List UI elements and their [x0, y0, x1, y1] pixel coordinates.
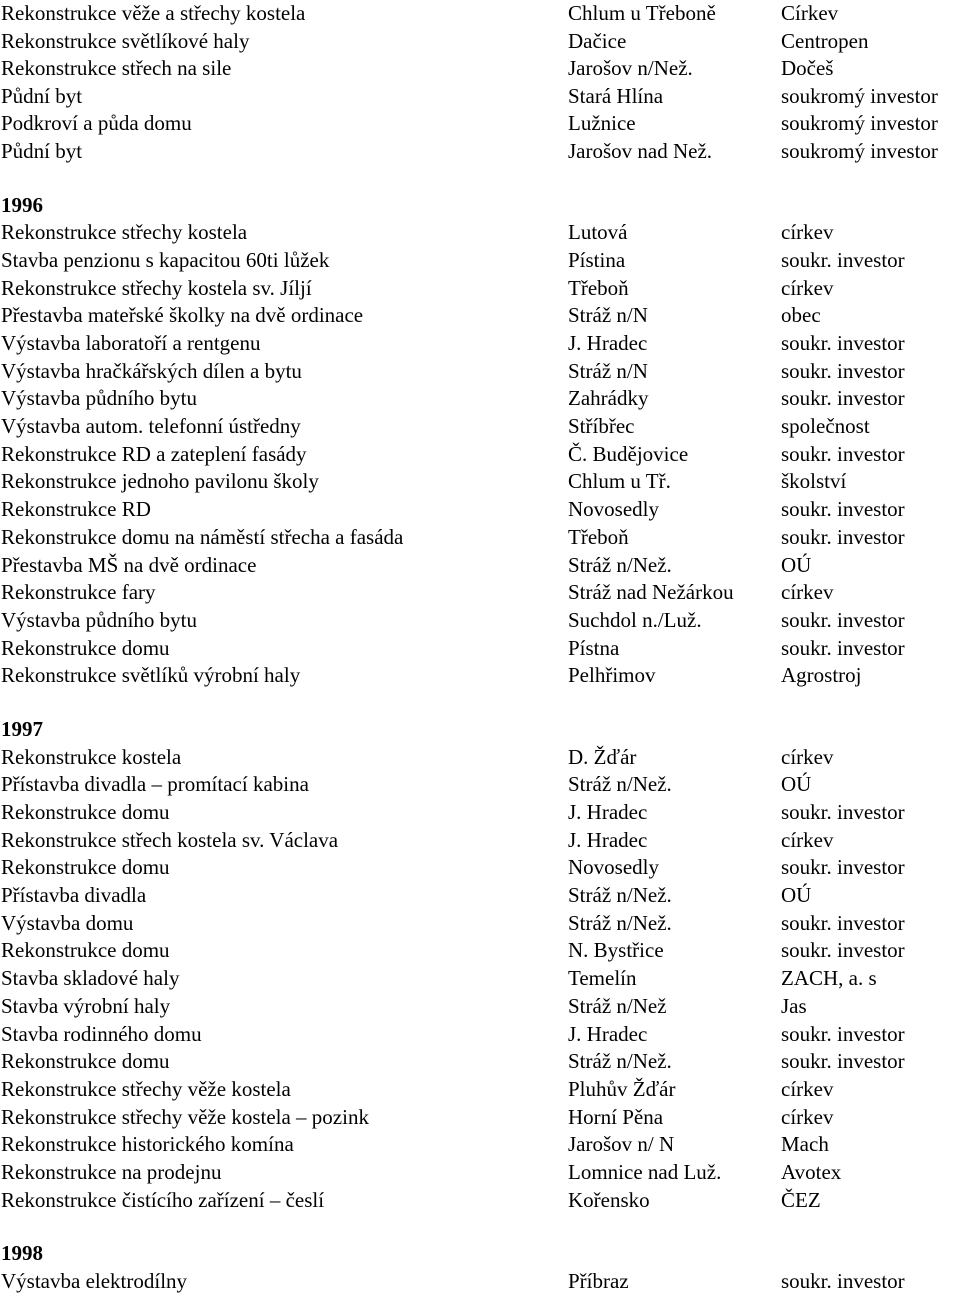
intro-section: [0, 0, 960, 166]
investor-cell: soukr. investor: [781, 441, 905, 466]
project-name-cell: Výstavba elektrodílny: [1, 1269, 188, 1293]
project-name-cell: Rekonstrukce čistícího zařízení – česlí: [1, 1187, 325, 1212]
project-name-cell: Výstavba domu: [1, 910, 134, 935]
investor-cell: soukromý investor: [781, 138, 938, 163]
investor-cell: školství: [781, 469, 847, 494]
location-cell: Stráž n/Než.: [568, 772, 672, 797]
table-row: [0, 1076, 960, 1104]
table-row: [0, 219, 960, 247]
location-cell: Stráž n/Než: [568, 993, 667, 1018]
investor-cell: soukr. investor: [781, 331, 905, 355]
location-cell: Jarošov n/ N: [568, 1132, 675, 1157]
location-cell: Suchdol n./Luž.: [568, 607, 702, 632]
location-cell: N. Bystřice: [568, 938, 664, 963]
investor-cell: společnost: [781, 414, 870, 439]
table-row: [0, 854, 960, 882]
location-cell: Č. Budějovice: [568, 441, 689, 466]
location-cell: Pístna: [568, 635, 620, 660]
location-cell: Novosedly: [568, 497, 659, 522]
project-name-cell: Stavba výrobní haly: [1, 993, 171, 1018]
investor-cell: soukr. investor: [781, 635, 905, 660]
investor-cell: ČEZ: [781, 1187, 821, 1212]
location-cell: J. Hradec: [568, 800, 648, 824]
section-spacer: [0, 690, 960, 716]
project-name-cell: Rekonstrukce střechy kostela sv. Jíljí: [1, 275, 312, 300]
table-row: [0, 771, 960, 799]
investor-cell: Dočeš: [781, 56, 834, 81]
table-row: [0, 275, 960, 303]
investor-cell: Centropen: [781, 28, 869, 53]
table-row: [0, 1159, 960, 1187]
table-row: [0, 496, 960, 524]
project-name-cell: Rekonstrukce střechy věže kostela: [1, 1076, 291, 1101]
investor-cell: soukromý investor: [781, 83, 938, 108]
table-row: [0, 552, 960, 580]
project-name-cell: Rekonstrukce RD: [1, 497, 151, 522]
location-cell: Temelín: [568, 966, 637, 991]
table-row: [0, 1048, 960, 1076]
location-cell: Stráž n/Než.: [568, 552, 672, 577]
table-row: [0, 1131, 960, 1159]
investor-cell: církev: [781, 275, 834, 300]
table-row: [0, 413, 960, 441]
project-name-cell: Rekonstrukce RD a zateplení fasády: [1, 441, 307, 466]
project-name-cell: Rekonstrukce domu na náměstí střecha a fasáda: [1, 524, 404, 549]
location-cell: Třeboň: [568, 275, 629, 300]
project-name-cell: Rekonstrukce domu: [1, 855, 170, 880]
location-cell: Stříbřec: [568, 414, 635, 439]
table-row: [0, 965, 960, 993]
location-cell: Lužnice: [568, 111, 636, 136]
location-cell: Stará Hlína: [568, 83, 664, 108]
project-name-cell: Půdní byt: [1, 83, 83, 108]
project-name-cell: Rekonstrukce domu: [1, 635, 170, 660]
project-name-cell: Výstavba půdního bytu: [1, 607, 197, 632]
location-cell: Horní Pěna: [568, 1104, 664, 1129]
investor-cell: Jas: [781, 993, 807, 1018]
investor-cell: Avotex: [781, 1159, 842, 1184]
investor-cell: soukr. investor: [781, 1049, 905, 1074]
table-row: [0, 468, 960, 496]
table-row: [0, 993, 960, 1021]
table-row: [0, 827, 960, 855]
investor-cell: církev: [781, 1104, 834, 1129]
table-row: [0, 28, 960, 56]
project-name-cell: Půdní byt: [1, 138, 83, 163]
investor-cell: církev: [781, 827, 834, 852]
table-row: [0, 937, 960, 965]
investor-cell: soukr. investor: [781, 1269, 905, 1293]
project-name-cell: Rekonstrukce kostela: [1, 744, 182, 769]
investor-cell: církev: [781, 580, 834, 605]
project-name-cell: Stavba penzionu s kapacitou 60ti lůžek: [1, 247, 330, 272]
investor-cell: OÚ: [781, 772, 812, 797]
year-section-1998: [0, 1214, 960, 1295]
section-spacer: [0, 1214, 960, 1240]
investor-cell: Církev: [781, 1, 839, 25]
section-spacer: [0, 166, 960, 192]
investor-cell: obec: [781, 303, 821, 328]
investor-cell: církev: [781, 220, 834, 245]
table-row: [0, 302, 960, 330]
investor-cell: soukr. investor: [781, 358, 905, 383]
project-name-cell: Přístavba divadla – promítací kabina: [1, 772, 309, 797]
location-cell: Chlum u Třeboně: [568, 1, 716, 25]
investor-cell: soukr. investor: [781, 855, 905, 880]
project-name-cell: Rekonstrukce věže a střechy kostela: [1, 1, 306, 25]
investor-cell: soukr. investor: [781, 247, 905, 272]
project-name-cell: Rekonstrukce historického komína: [1, 1132, 294, 1157]
project-name-cell: Výstavba půdního bytu: [1, 386, 197, 411]
investor-cell: Mach: [781, 1132, 829, 1157]
project-name-cell: Rekonstrukce střech kostela sv. Václava: [1, 827, 339, 852]
location-cell: Jarošov n/Než.: [568, 56, 693, 81]
location-cell: Lutová: [568, 220, 628, 245]
investor-cell: ZACH, a. s: [781, 966, 877, 991]
project-name-cell: Rekonstrukce domu: [1, 938, 170, 963]
project-name-cell: Podkroví a půda domu: [1, 111, 192, 136]
project-name-cell: Přestavba mateřské školky na dvě ordinace: [1, 303, 364, 328]
table-row: [0, 1187, 960, 1215]
year-heading: 1996: [1, 192, 43, 217]
location-cell: Lomnice nad Luž.: [568, 1159, 722, 1184]
year-heading: 1997: [1, 716, 43, 741]
investor-cell: OÚ: [781, 883, 812, 908]
table-row: [0, 910, 960, 938]
project-name-cell: Výstavba hračkářských dílen a bytu: [1, 358, 302, 383]
location-cell: Stráž nad Nežárkou: [568, 580, 734, 605]
location-cell: Příbraz: [568, 1269, 629, 1293]
project-name-cell: Rekonstrukce jednoho pavilonu školy: [1, 469, 319, 494]
table-row: [0, 882, 960, 910]
table-row: [0, 0, 960, 28]
investor-cell: Agrostroj: [781, 663, 862, 688]
location-cell: Jarošov nad Než.: [568, 138, 713, 163]
investor-cell: soukr. investor: [781, 938, 905, 963]
project-name-cell: Rekonstrukce střechy kostela: [1, 220, 248, 245]
project-name-cell: Přístavba divadla: [1, 883, 147, 908]
table-row: [0, 1021, 960, 1049]
year-section-1997: [0, 690, 960, 1214]
location-cell: Novosedly: [568, 855, 659, 880]
investor-cell: soukromý investor: [781, 111, 938, 136]
table-row: [0, 524, 960, 552]
table-row: [0, 55, 960, 83]
project-name-cell: Rekonstrukce střechy věže kostela – pozink: [1, 1104, 369, 1129]
location-cell: Stráž n/Než.: [568, 910, 672, 935]
location-cell: J. Hradec: [568, 1021, 648, 1046]
location-cell: Třeboň: [568, 524, 629, 549]
investor-cell: soukr. investor: [781, 1021, 905, 1046]
table-row: [0, 607, 960, 635]
location-cell: Pluhův Žďár: [568, 1076, 676, 1101]
investor-cell: soukr. investor: [781, 386, 905, 411]
table-row: [0, 441, 960, 469]
project-name-cell: Přestavba MŠ na dvě ordinace: [1, 552, 257, 577]
year-heading: 1998: [1, 1241, 43, 1266]
location-cell: Pelhřimov: [568, 663, 656, 688]
location-cell: Dačice: [568, 28, 627, 53]
investor-cell: soukr. investor: [781, 910, 905, 935]
location-cell: J. Hradec: [568, 331, 648, 355]
table-row: [0, 385, 960, 413]
project-name-cell: Stavba rodinného domu: [1, 1021, 202, 1046]
project-name-cell: Rekonstrukce na prodejnu: [1, 1159, 222, 1184]
location-cell: Kořensko: [568, 1187, 650, 1212]
project-name-cell: Rekonstrukce světlíků výrobní haly: [1, 663, 301, 688]
year-section-1996: [0, 166, 960, 690]
table-row: [0, 358, 960, 386]
project-name-cell: Rekonstrukce domu: [1, 1049, 170, 1074]
investor-cell: církev: [781, 744, 834, 769]
location-cell: D. Žďár: [568, 744, 637, 769]
project-name-cell: Rekonstrukce světlíkové haly: [1, 28, 250, 53]
investor-cell: soukr. investor: [781, 800, 905, 824]
location-cell: Stráž n/N: [568, 358, 648, 383]
table-row: [0, 579, 960, 607]
project-name-cell: Výstavba autom. telefonní ústředny: [1, 414, 301, 439]
location-cell: Pístina: [568, 247, 626, 272]
investor-cell: soukr. investor: [781, 524, 905, 549]
project-name-cell: Rekonstrukce střech na sile: [1, 56, 232, 81]
location-cell: J. Hradec: [568, 827, 648, 852]
investor-cell: církev: [781, 1076, 834, 1101]
investor-cell: OÚ: [781, 552, 812, 577]
table-row: [0, 744, 960, 772]
table-row: [0, 247, 960, 275]
project-name-cell: Stavba skladové haly: [1, 966, 180, 991]
location-cell: Chlum u Tř.: [568, 469, 671, 494]
project-name-cell: Rekonstrukce domu: [1, 800, 170, 824]
table-row: [0, 662, 960, 690]
table-row: [0, 330, 960, 358]
location-cell: Stráž n/Než.: [568, 1049, 672, 1074]
location-cell: Stráž n/N: [568, 303, 648, 328]
location-cell: Zahrádky: [568, 386, 649, 411]
table-row: [0, 110, 960, 138]
table-row: [0, 799, 960, 827]
project-name-cell: Rekonstrukce fary: [1, 580, 156, 605]
table-row: [0, 635, 960, 663]
table-row: [0, 138, 960, 166]
table-row: [0, 1104, 960, 1132]
location-cell: Stráž n/Než.: [568, 883, 672, 908]
investor-cell: soukr. investor: [781, 497, 905, 522]
table-row: [0, 83, 960, 111]
project-name-cell: Výstavba laboratoří a rentgenu: [1, 331, 261, 355]
investor-cell: soukr. investor: [781, 607, 905, 632]
